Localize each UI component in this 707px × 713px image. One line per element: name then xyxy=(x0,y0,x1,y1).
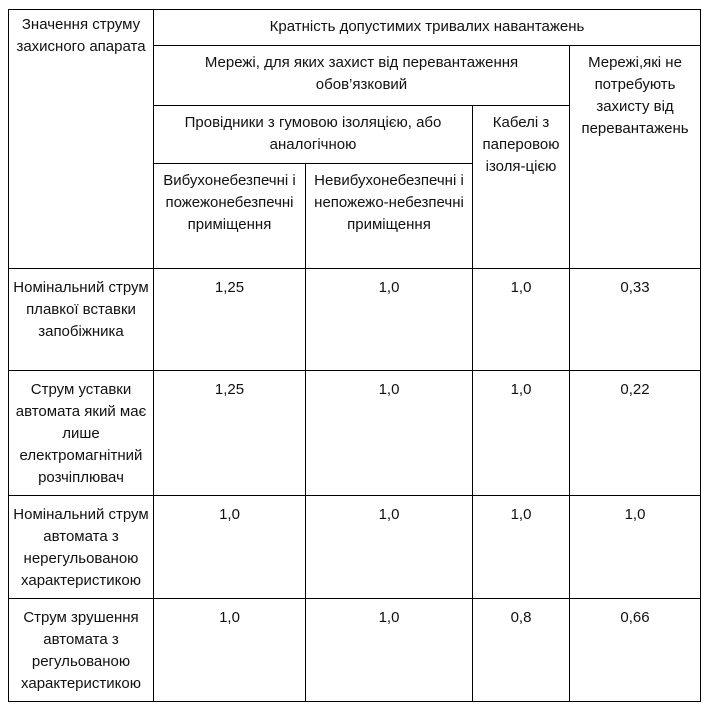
value-cell: 1,0 xyxy=(473,269,570,371)
table-row xyxy=(9,371,701,496)
value-cell: 1,0 xyxy=(306,371,473,496)
header-unprotected-networks: Мережі,які не потребують захисту від перевантажень xyxy=(570,46,701,269)
value-cell: 1,25 xyxy=(154,371,306,496)
table-row xyxy=(9,269,701,371)
header-nonexplosive-rooms: Невибухонебезпечні і непожежо-небезпечні приміщення xyxy=(306,164,473,269)
value-cell: 1,0 xyxy=(473,371,570,496)
value-cell: 1,0 xyxy=(473,496,570,599)
row-label: Струм зрушення автомата з регульованою характеристикою xyxy=(9,599,154,702)
value-cell: 1,0 xyxy=(306,496,473,599)
table-row xyxy=(9,496,701,599)
header-protected-networks: Мережі, для яких захист від перевантаження обов’язковий xyxy=(154,46,570,106)
value-cell: 1,25 xyxy=(154,269,306,371)
value-cell: 1,0 xyxy=(306,269,473,371)
value-cell: 1,0 xyxy=(154,599,306,702)
row-label: Струм уставки автомата який має лише електромагнітний розчіплювач xyxy=(9,371,154,496)
value-cell: 1,0 xyxy=(154,496,306,599)
value-cell: 0,66 xyxy=(570,599,701,702)
header-explosive-rooms: Вибухонебезпечні і пожежонебезпечні приміщення xyxy=(154,164,306,269)
value-cell: 1,0 xyxy=(306,599,473,702)
value-cell: 1,0 xyxy=(570,496,701,599)
table-row xyxy=(9,599,701,702)
value-cell: 0,22 xyxy=(570,371,701,496)
value-cell: 0,8 xyxy=(473,599,570,702)
header-load-multiplicity: Кратність допустимих тривалих навантажень xyxy=(154,10,701,46)
row-label: Номінальний струм плавкої вставки запобіжника xyxy=(9,269,154,371)
header-current-value: Значення струму захисного апарата xyxy=(9,10,154,269)
load-multiplicity-table xyxy=(8,9,701,702)
value-cell: 0,33 xyxy=(570,269,701,371)
header-paper-cables: Кабелі з паперовою ізоля-цією xyxy=(473,106,570,269)
row-label: Номінальний струм автомата з нерегульованою характеристикою xyxy=(9,496,154,599)
header-rubber-wires: Провідники з гумовою ізоляцією, або аналогічною xyxy=(154,106,473,164)
